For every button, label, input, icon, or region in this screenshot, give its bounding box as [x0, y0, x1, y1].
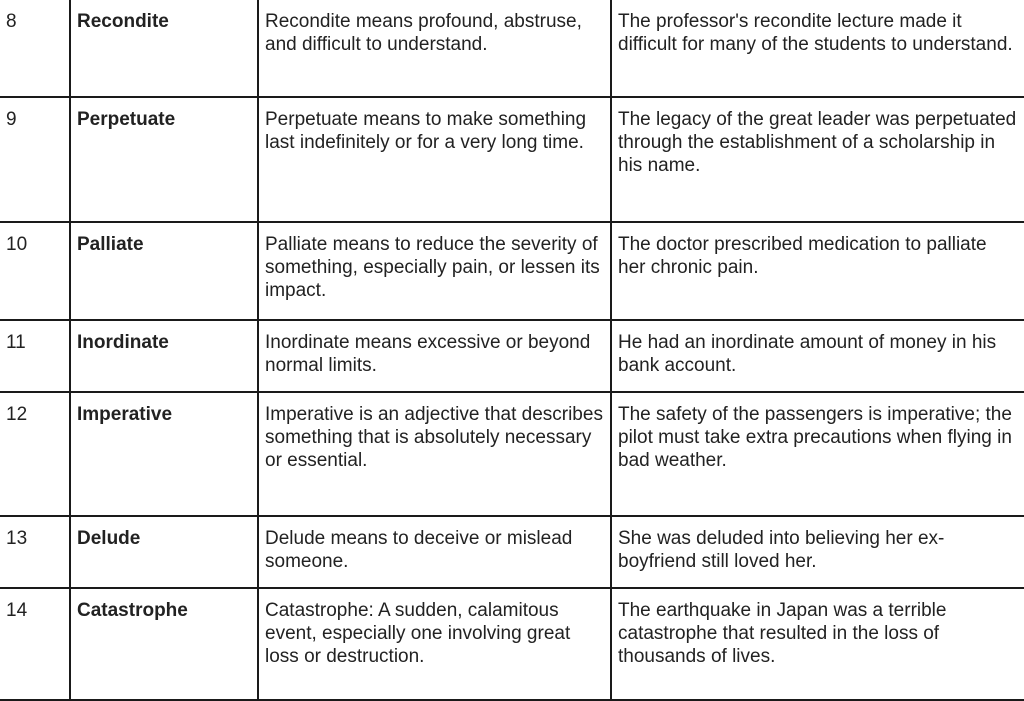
row-number: 12 [0, 392, 70, 516]
example-sentence: The earthquake in Japan was a terrible catastrophe that resulted in the loss of thousands of lives. [611, 588, 1024, 700]
word-meaning: Imperative is an adjective that describes something that is absolutely necessary or essential. [258, 392, 611, 516]
word-meaning: Catastrophe: A sudden, calamitous event, especially one involving great loss or destruction. [258, 588, 611, 700]
vocabulary-word: Delude [70, 516, 258, 588]
table-row [0, 97, 1024, 222]
word-meaning: Delude means to deceive or mislead someone. [258, 516, 611, 588]
row-number: 13 [0, 516, 70, 588]
table-row [0, 516, 1024, 588]
table-row [0, 392, 1024, 516]
row-number: 11 [0, 320, 70, 392]
vocabulary-word: Inordinate [70, 320, 258, 392]
example-sentence: The doctor prescribed medication to palliate her chronic pain. [611, 222, 1024, 320]
word-meaning: Recondite means profound, abstruse, and difficult to understand. [258, 0, 611, 97]
vocabulary-word: Perpetuate [70, 97, 258, 222]
example-sentence: The professor's recondite lecture made it difficult for many of the students to understand. [611, 0, 1024, 97]
word-meaning: Inordinate means excessive or beyond normal limits. [258, 320, 611, 392]
row-number: 9 [0, 97, 70, 222]
vocabulary-word: Imperative [70, 392, 258, 516]
table-row [0, 0, 1024, 97]
example-sentence: She was deluded into believing her ex-boyfriend still loved her. [611, 516, 1024, 588]
word-meaning: Perpetuate means to make something last indefinitely or for a very long time. [258, 97, 611, 222]
word-meaning: Palliate means to reduce the severity of something, especially pain, or lessen its impact. [258, 222, 611, 320]
row-number: 14 [0, 588, 70, 700]
vocabulary-word: Catastrophe [70, 588, 258, 700]
row-number: 8 [0, 0, 70, 97]
vocabulary-word: Recondite [70, 0, 258, 97]
example-sentence: The legacy of the great leader was perpetuated through the establishment of a scholarship in his name. [611, 97, 1024, 222]
vocabulary-word: Palliate [70, 222, 258, 320]
table-row [0, 222, 1024, 320]
table-row [0, 588, 1024, 700]
table-row [0, 320, 1024, 392]
row-number: 10 [0, 222, 70, 320]
example-sentence: The safety of the passengers is imperative; the pilot must take extra precautions when flying in bad weather. [611, 392, 1024, 516]
example-sentence: He had an inordinate amount of money in his bank account. [611, 320, 1024, 392]
